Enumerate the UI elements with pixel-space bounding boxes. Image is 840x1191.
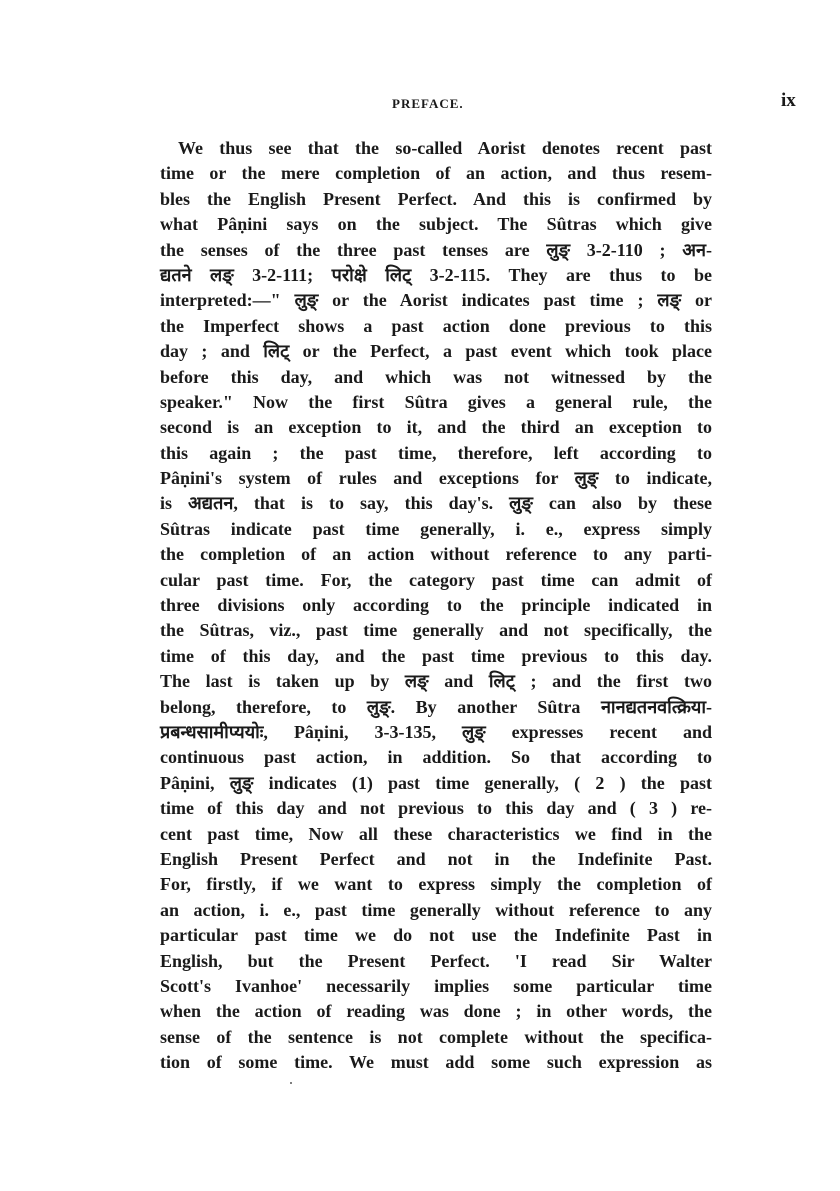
text-line: day ; and लिट् or the Perfect, a past event which took place bbox=[160, 341, 712, 362]
text-line: the Sûtras, viz., past time generally and not specifically, the bbox=[160, 620, 712, 641]
ink-speck bbox=[290, 1082, 292, 1084]
text-line: English, but the Present Perfect. 'I read Sir Walter bbox=[160, 950, 712, 971]
text-line: Pâṇini's system of rules and exceptions for लुङ् to indicate, bbox=[160, 468, 712, 489]
text-line: cular past time. For, the category past time can admit of bbox=[160, 569, 712, 590]
running-header: PREFACE. bbox=[392, 96, 464, 111]
text-line: bles the English Present Perfect. And this is confirmed by bbox=[160, 188, 712, 209]
text-line: this again ; the past time, therefore, left according to bbox=[160, 442, 712, 463]
text-line: Pâṇini, लुङ् indicates (1) past time generally, ( 2 ) the past bbox=[160, 772, 712, 793]
text-line: the senses of the three past tenses are लुङ् 3-2-110 ; अन- bbox=[160, 239, 712, 260]
text-line: time of this day, and the past time previous to this day. bbox=[160, 645, 712, 666]
text-line: द्यतने लङ् 3-2-111; परोक्षे लिट् 3-2-115. They are thus to be bbox=[160, 264, 712, 285]
text-line: We thus see that the so-called Aorist denotes recent past bbox=[178, 138, 712, 158]
text-line: particular past time we do not use the Indefinite Past in bbox=[160, 925, 712, 946]
text-line: The last is taken up by लङ् and लिट् ; and the first two bbox=[160, 671, 712, 692]
text-line: interpreted:—" लुङ् or the Aorist indicates past time ; लङ् or bbox=[160, 290, 712, 311]
body-paragraph bbox=[160, 136, 712, 1075]
text-line: the Imperfect shows a past action done previous to this bbox=[160, 315, 712, 336]
text-line: tion of some time. We must add some such expression as bbox=[160, 1052, 712, 1073]
text-line: For, firstly, if we want to express simply the completion of bbox=[160, 874, 712, 895]
text-line: the completion of an action without reference to any parti- bbox=[160, 544, 712, 565]
text-line: belong, therefore, to लुङ्. By another Sûtra नानद्यतनवत्क्रिया- bbox=[160, 696, 712, 717]
page-number: ix bbox=[781, 90, 796, 111]
text-line: Sûtras indicate past time generally, i. e., express simply bbox=[160, 518, 712, 539]
text-line: Scott's Ivanhoe' necessarily implies some particular time bbox=[160, 975, 712, 996]
text-line: cent past time, Now all these characteristics we find in the bbox=[160, 823, 712, 844]
text-line: time of this day and not previous to this day and ( 3 ) re- bbox=[160, 798, 712, 819]
text-line: sense of the sentence is not complete without the specifica- bbox=[160, 1026, 712, 1047]
text-line: when the action of reading was done ; in other words, the bbox=[160, 1001, 712, 1022]
text-line: what Pâṇini says on the subject. The Sûtras which give bbox=[160, 214, 712, 235]
text-line: an action, i. e., past time generally without reference to any bbox=[160, 899, 712, 920]
text-line: English Present Perfect and not in the Indefinite Past. bbox=[160, 848, 712, 869]
text-line: before this day, and which was not witnessed by the bbox=[160, 366, 712, 387]
text-line: continuous past action, in addition. So that according to bbox=[160, 747, 712, 768]
text-line: speaker." Now the first Sûtra gives a general rule, the bbox=[160, 391, 712, 412]
text-line: is अद्यतन, that is to say, this day's. लुङ् can also by these bbox=[160, 493, 712, 514]
text-line: second is an exception to it, and the third an exception to bbox=[160, 417, 712, 438]
text-line: प्रबन्धसामीप्ययोः, Pâṇini, 3-3-135, लुङ् expresses recent and bbox=[160, 721, 712, 742]
text-line: three divisions only according to the principle indicated in bbox=[160, 595, 712, 616]
text-line: time or the mere completion of an action, and thus resem- bbox=[160, 163, 712, 184]
